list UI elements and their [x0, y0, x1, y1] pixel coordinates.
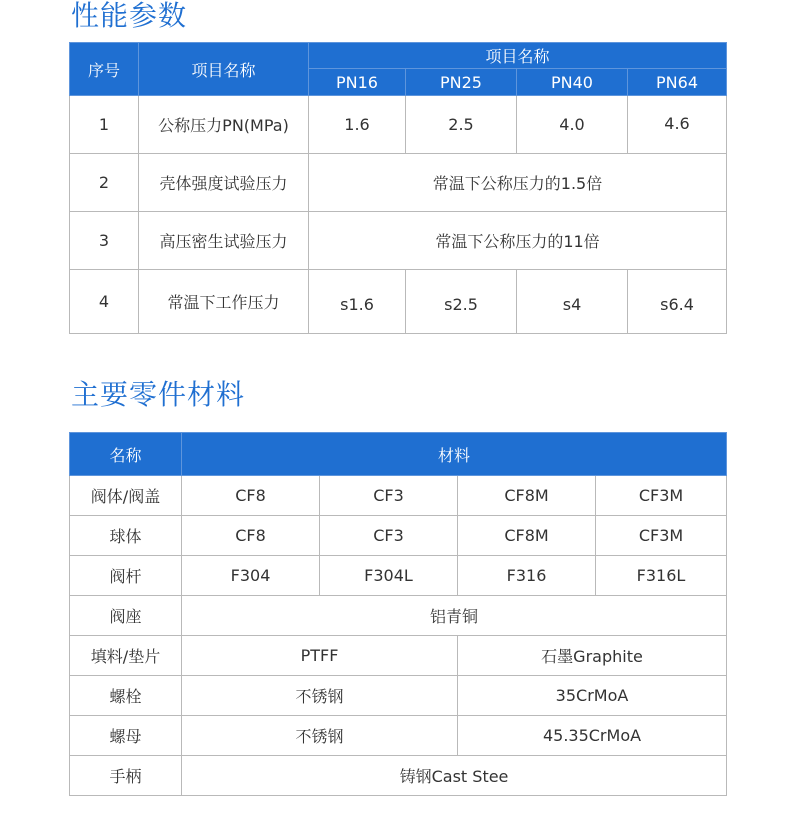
- part-name: 阀体/阀盖: [70, 476, 182, 516]
- material-value: 不锈钢: [182, 716, 458, 756]
- row-merged-value: 常温下公称压力的1.5倍: [309, 154, 727, 212]
- material-value: PTFF: [182, 636, 458, 676]
- header-item-name: 项目名称: [139, 43, 309, 96]
- table-row: [70, 212, 727, 270]
- row-no: 2: [70, 154, 139, 212]
- material-value: 不锈钢: [182, 676, 458, 716]
- row-no: 3: [70, 212, 139, 270]
- row-name: 高压密生试验压力: [139, 212, 309, 270]
- table-row: [70, 596, 727, 636]
- row-name: 壳体强度试验压力: [139, 154, 309, 212]
- header-group: 项目名称: [309, 43, 727, 69]
- material-value: CF8: [182, 516, 320, 556]
- material-value: CF3: [320, 476, 458, 516]
- row-merged-value: 常温下公称压力的11倍: [309, 212, 727, 270]
- material-value: F304L: [320, 556, 458, 596]
- performance-table: [69, 42, 727, 334]
- material-merged-value: 铸钢Cast Stee: [182, 756, 727, 796]
- material-value: 35CrMoA: [458, 676, 727, 716]
- table-row: [70, 676, 727, 716]
- table-row: [70, 154, 727, 212]
- table-row: [70, 96, 727, 154]
- material-value: CF8: [182, 476, 320, 516]
- part-name: 手柄: [70, 756, 182, 796]
- material-value: CF3: [320, 516, 458, 556]
- material-value: CF3M: [596, 516, 727, 556]
- table-row: [70, 756, 727, 796]
- material-value: F316: [458, 556, 596, 596]
- material-value: CF3M: [596, 476, 727, 516]
- part-name: 螺栓: [70, 676, 182, 716]
- materials-section-title: 主要零件材料: [71, 378, 246, 411]
- part-name: 球体: [70, 516, 182, 556]
- header-no: 序号: [70, 43, 139, 96]
- row-name: 公称压力PN(MPa): [139, 96, 309, 154]
- materials-table: [69, 432, 727, 796]
- header-material: 材料: [182, 433, 727, 476]
- table-row: [70, 556, 727, 596]
- table-row: [70, 476, 727, 516]
- table-row: [70, 636, 727, 676]
- row-value: s6.4: [628, 270, 727, 334]
- part-name: 阀杆: [70, 556, 182, 596]
- material-value: F316L: [596, 556, 727, 596]
- row-no: 4: [70, 270, 139, 334]
- header-grade-pn25: PN25: [406, 69, 517, 96]
- table-row: [70, 716, 727, 756]
- performance-section-title: 性能参数: [71, 0, 188, 32]
- header-grade-pn16: PN16: [309, 69, 406, 96]
- material-value: 45.35CrMoA: [458, 716, 727, 756]
- row-name: 常温下工作压力: [139, 270, 309, 334]
- row-value: 1.6: [309, 96, 406, 154]
- table-row: [70, 270, 727, 334]
- row-value: 4.6: [628, 96, 727, 154]
- row-value: s1.6: [309, 270, 406, 334]
- material-value: CF8M: [458, 516, 596, 556]
- material-merged-value: 铝青铜: [182, 596, 727, 636]
- material-value: F304: [182, 556, 320, 596]
- material-value: 石墨Graphite: [458, 636, 727, 676]
- part-name: 阀座: [70, 596, 182, 636]
- header-grade-pn64: PN64: [628, 69, 727, 96]
- row-value: s2.5: [406, 270, 517, 334]
- row-value: 2.5: [406, 96, 517, 154]
- table-row: [70, 516, 727, 556]
- row-no: 1: [70, 96, 139, 154]
- header-part-name: 名称: [70, 433, 182, 476]
- part-name: 螺母: [70, 716, 182, 756]
- row-value: s4: [517, 270, 628, 334]
- header-grade-pn40: PN40: [517, 69, 628, 96]
- row-value: 4.0: [517, 96, 628, 154]
- part-name: 填料/垫片: [70, 636, 182, 676]
- material-value: CF8M: [458, 476, 596, 516]
